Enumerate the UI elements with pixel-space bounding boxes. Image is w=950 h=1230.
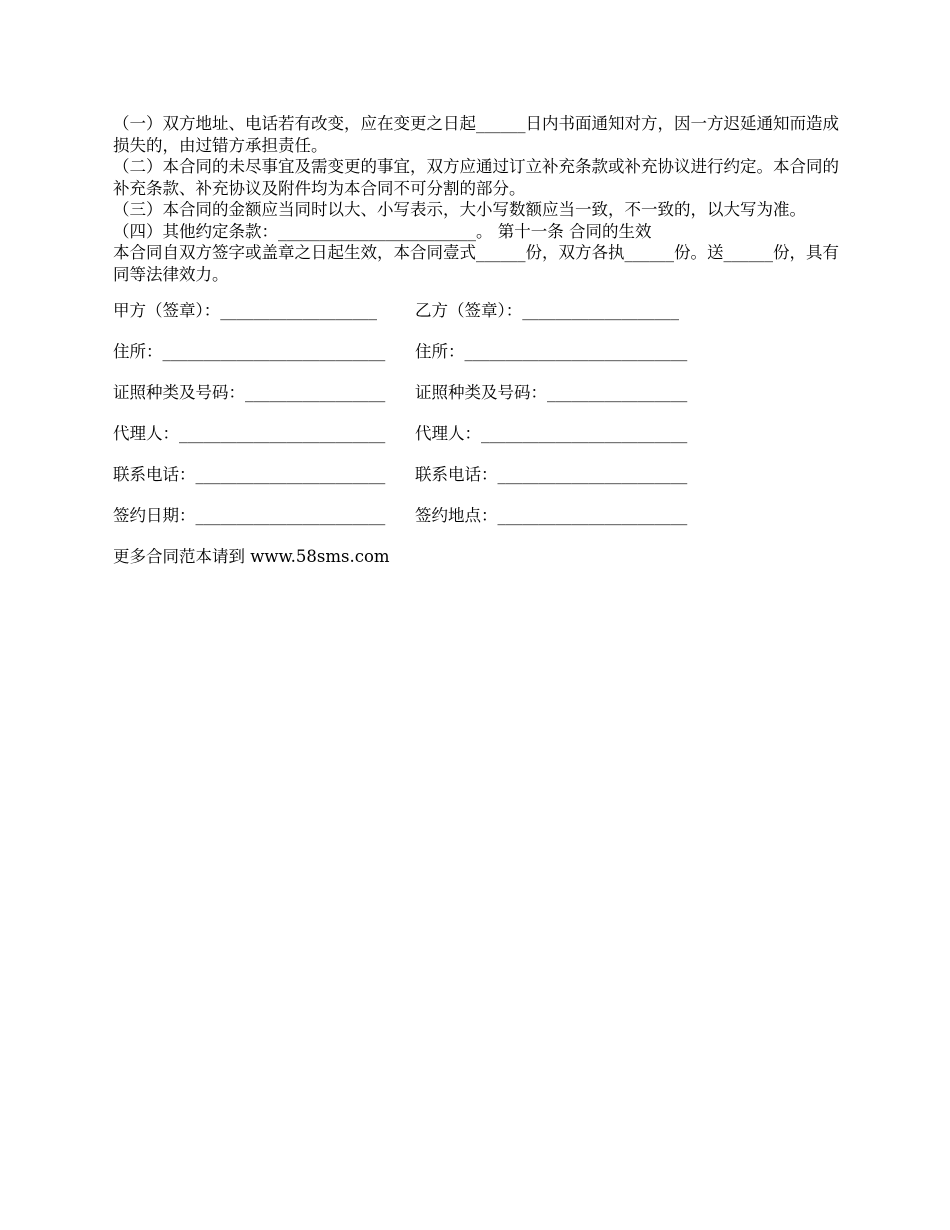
- party-a-phone: 联系电话：_______________________: [113, 465, 386, 484]
- party-a-address: 住所：___________________________: [113, 342, 386, 361]
- signature-row: [113, 382, 853, 423]
- clause-other-terms: （四）其他约定条款：________________________。 第十一条 合同的生效: [113, 221, 652, 241]
- party-a-agent: 代理人：_________________________: [113, 424, 386, 443]
- party-b-signature: 乙方（签章）：___________________: [415, 301, 679, 320]
- clause-amount: （三）本合同的金额应当同时以大、小写表示，大小写数额应当一致，不一致的，以大写为准。: [113, 200, 806, 219]
- party-a-signature: 甲方（签章）：___________________: [113, 301, 377, 320]
- party-b-agent: 代理人：_________________________: [415, 424, 688, 443]
- sign-date: 签约日期：_______________________: [113, 506, 386, 525]
- signature-row: [113, 341, 853, 382]
- party-b-id: 证照种类及号码：_________________: [415, 383, 688, 402]
- contract-page: [113, 113, 853, 567]
- sign-place: 签约地点：_______________________: [415, 506, 688, 525]
- signature-row: [113, 505, 853, 546]
- footer-note: 更多合同范本请到 www.58sms.com: [113, 547, 390, 566]
- signature-row: [113, 423, 853, 464]
- clause-effectiveness: 本合同自双方签字或盖章之日起生效，本合同壹式______份，双方各执______份。送______份，具有同等法律效力。: [113, 243, 839, 284]
- party-b-phone: 联系电话：_______________________: [415, 465, 688, 484]
- contract-body: [113, 113, 853, 285]
- clause-address-change: （一）双方地址、电话若有改变，应在变更之日起______日内书面通知对方，因一方迟延通知而造成损失的，由过错方承担责任。: [113, 114, 839, 155]
- signature-row: [113, 300, 853, 341]
- clause-supplementary: （二）本合同的未尽事宜及需变更的事宜，双方应通过订立补充条款或补充协议进行约定。本合同的补充条款、补充协议及附件均为本合同不可分割的部分。: [113, 157, 839, 198]
- party-a-id: 证照种类及号码：_________________: [113, 383, 386, 402]
- signature-block: [113, 300, 853, 546]
- signature-row: [113, 464, 853, 505]
- party-b-address: 住所：___________________________: [415, 342, 688, 361]
